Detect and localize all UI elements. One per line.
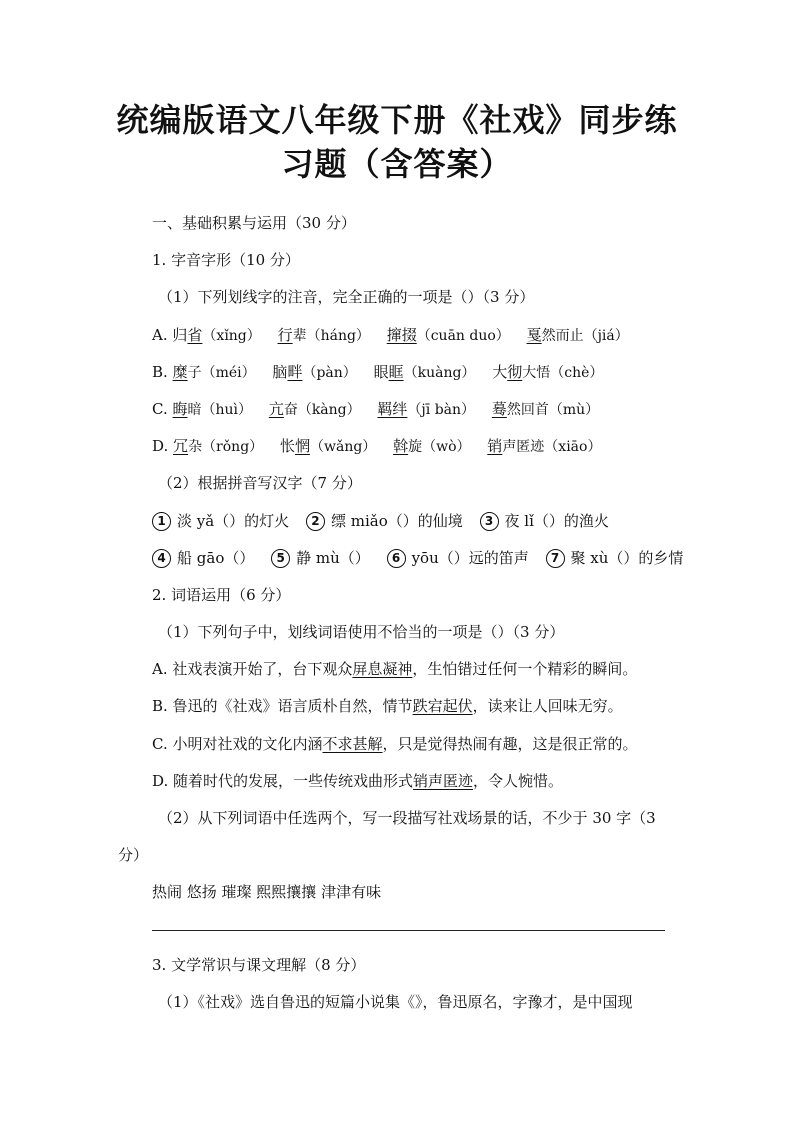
underlined-char: 晦 [172, 399, 188, 418]
circled-number: 1 [152, 512, 171, 531]
pinyin-item-text: 淡 yǎ（）的灯火 [177, 511, 290, 530]
underlined-char: 惘 [294, 437, 310, 456]
option-a [0, 317, 794, 354]
option-label: B. [152, 362, 168, 381]
option-c [0, 391, 794, 428]
pinyin: 然而止（jiá） [541, 327, 629, 344]
underlined-char: 撺掇 [386, 325, 417, 344]
pinyin: 声匿迹（xiāo） [502, 439, 602, 456]
pinyin: 杂（rǒng） [188, 439, 264, 456]
circled-number: 6 [387, 549, 406, 568]
sentence-pre: B. 鲁迅的《社戏》语言质朴自然，情节 [152, 697, 413, 716]
underlined-char: 彻 [507, 362, 523, 381]
pinyin-item [306, 512, 463, 530]
option-label: A. [152, 325, 168, 344]
option-item [272, 363, 356, 381]
sentence-post: ，只是觉得热闹有趣，这是很正常的。 [382, 734, 638, 753]
underlined-char: 亢 [268, 399, 284, 418]
pinyin-item [387, 549, 529, 567]
option-item [280, 437, 376, 455]
sentence-pre: A. 社戏表演开始了，台下观众 [152, 660, 353, 679]
pinyin: （jī bàn） [407, 401, 476, 418]
circled-number: 5 [271, 549, 290, 568]
sentence-option-b [0, 688, 794, 725]
pinyin-item [271, 549, 370, 567]
circled-number: 3 [480, 512, 499, 531]
pinyin: 奋（kàng） [283, 401, 361, 418]
option-item [487, 437, 601, 455]
title-line-2: 习题（含答案） [281, 145, 513, 183]
question-2-2-stem-line-2: 分） [118, 846, 149, 865]
circled-number: 7 [546, 549, 565, 568]
pinyin: 旋（wò） [408, 439, 471, 456]
underlined-char: 销 [487, 437, 503, 456]
item-pre: 脑 [272, 362, 288, 381]
question-2-heading: 2. 词语运用（6 分） [152, 585, 291, 604]
pinyin-item-text: 聚 xù（）的乡情 [570, 548, 684, 567]
underlined-char: 省 [187, 325, 203, 344]
underlined-phrase: 屏息凝神 [352, 660, 413, 679]
underlined-char: 蓦 [491, 399, 507, 418]
pinyin-item [152, 549, 254, 567]
pinyin-item [480, 512, 609, 530]
question-3-heading: 3. 文学常识与课文理解（8 分） [152, 955, 366, 974]
answer-line[interactable] [152, 930, 665, 931]
pinyin: （wǎng） [309, 439, 377, 456]
pinyin: 暗（huì） [187, 401, 253, 418]
circled-number: 2 [306, 512, 325, 531]
pinyin: 辈（háng） [292, 327, 370, 344]
sentence-post: ，令人惋惜。 [473, 771, 564, 790]
item-pre: 归 [172, 325, 188, 344]
underlined-char: 畔 [287, 362, 303, 381]
document-body [0, 205, 794, 1021]
sentence-pre: D. 随着时代的发展，一些传统戏曲形式 [152, 771, 414, 790]
option-item [172, 326, 260, 344]
pinyin: （cuān duo） [416, 327, 510, 344]
underlined-phrase: 销声匿迹 [413, 771, 474, 790]
underlined-char: 斡 [393, 437, 409, 456]
option-d [0, 428, 794, 465]
pinyin: （kuàng） [403, 364, 476, 381]
pinyin-row-1 [0, 503, 794, 540]
item-pre: 眼 [373, 362, 389, 381]
option-label: D. [152, 437, 169, 456]
underlined-char: 冗 [173, 437, 189, 456]
option-label: C. [152, 399, 168, 418]
option-item [173, 437, 263, 455]
pinyin-row-2 [0, 540, 794, 577]
sentence-option-d [0, 763, 794, 800]
underlined-char: 戛 [526, 325, 542, 344]
page-title [100, 98, 694, 186]
item-pre: 怅 [279, 437, 295, 456]
pinyin-item [546, 549, 684, 567]
title-line-1: 统编版语文八年级下册《社戏》同步练 [116, 101, 678, 139]
pinyin-item-text: 缥 miǎo（）的仙境 [330, 511, 463, 530]
question-1-2-stem: （2）根据拼音写汉字（7 分） [158, 474, 362, 493]
sentence-option-c [0, 726, 794, 763]
question-3-1-stem: （1）《社戏》选自鲁迅的短篇小说集《》，鲁迅原名，字豫才，是中国现 [158, 992, 633, 1011]
question-2-1-stem: （1）下列句子中，划线词语使用不恰当的一项是（）（3 分） [158, 623, 565, 642]
sentence-pre: C. 小明对社戏的文化内涵 [152, 734, 323, 753]
option-item [377, 400, 475, 418]
option-item [173, 400, 253, 418]
option-item [374, 363, 476, 381]
option-item [492, 363, 603, 381]
option-item [269, 400, 361, 418]
option-item [387, 326, 510, 344]
underlined-char: 糜 [172, 362, 188, 381]
pinyin-item-text: 船 gāo（） [177, 548, 255, 567]
underlined-phrase: 不求甚解 [322, 734, 383, 753]
section-heading: 一、基础积累与运用（30 分） [152, 214, 356, 232]
question-2-2-stem-line-1: （2）从下列词语中任选两个，写一段描写社戏场景的话，不少于 30 字（3 [158, 809, 656, 827]
pinyin-item-text: 静 mù（） [296, 548, 370, 567]
sentence-post: ，读来让人回味无穷。 [472, 697, 623, 716]
pinyin-item [152, 512, 289, 530]
option-item [393, 437, 470, 455]
sentence-option-a [0, 651, 794, 688]
question-1-1-stem: （1）下列划线字的注音，完全正确的一项是（）（3 分） [158, 288, 535, 307]
sentence-post: ，生怕错过任何一个精彩的瞬间。 [412, 660, 638, 679]
pinyin: 子（méi） [187, 364, 256, 381]
underlined-phrase: 跌宕起伏 [412, 697, 473, 716]
question-1-heading: 1. 字音字形（10 分） [152, 251, 300, 270]
option-item [492, 400, 599, 418]
option-item [173, 363, 256, 381]
option-item [527, 326, 629, 344]
item-pre: 大 [492, 362, 508, 381]
underlined-char: 眶 [388, 362, 404, 381]
underlined-char: 行 [277, 325, 293, 344]
word-list: 热闹 悠扬 璀璨 熙熙攘攘 津津有味 [152, 883, 382, 902]
option-item [278, 326, 370, 344]
circled-number: 4 [152, 549, 171, 568]
pinyin: （pàn） [302, 364, 357, 381]
option-b [0, 354, 794, 391]
underlined-char: 羁绊 [377, 399, 408, 418]
pinyin-item-text: yōu（）远的笛声 [411, 548, 529, 567]
pinyin-item-text: 夜 lǐ（）的渔火 [504, 511, 609, 530]
pinyin: 大悟（chè） [522, 364, 604, 381]
pinyin: 然回首（mù） [506, 401, 600, 418]
pinyin: （xǐng） [202, 327, 261, 344]
